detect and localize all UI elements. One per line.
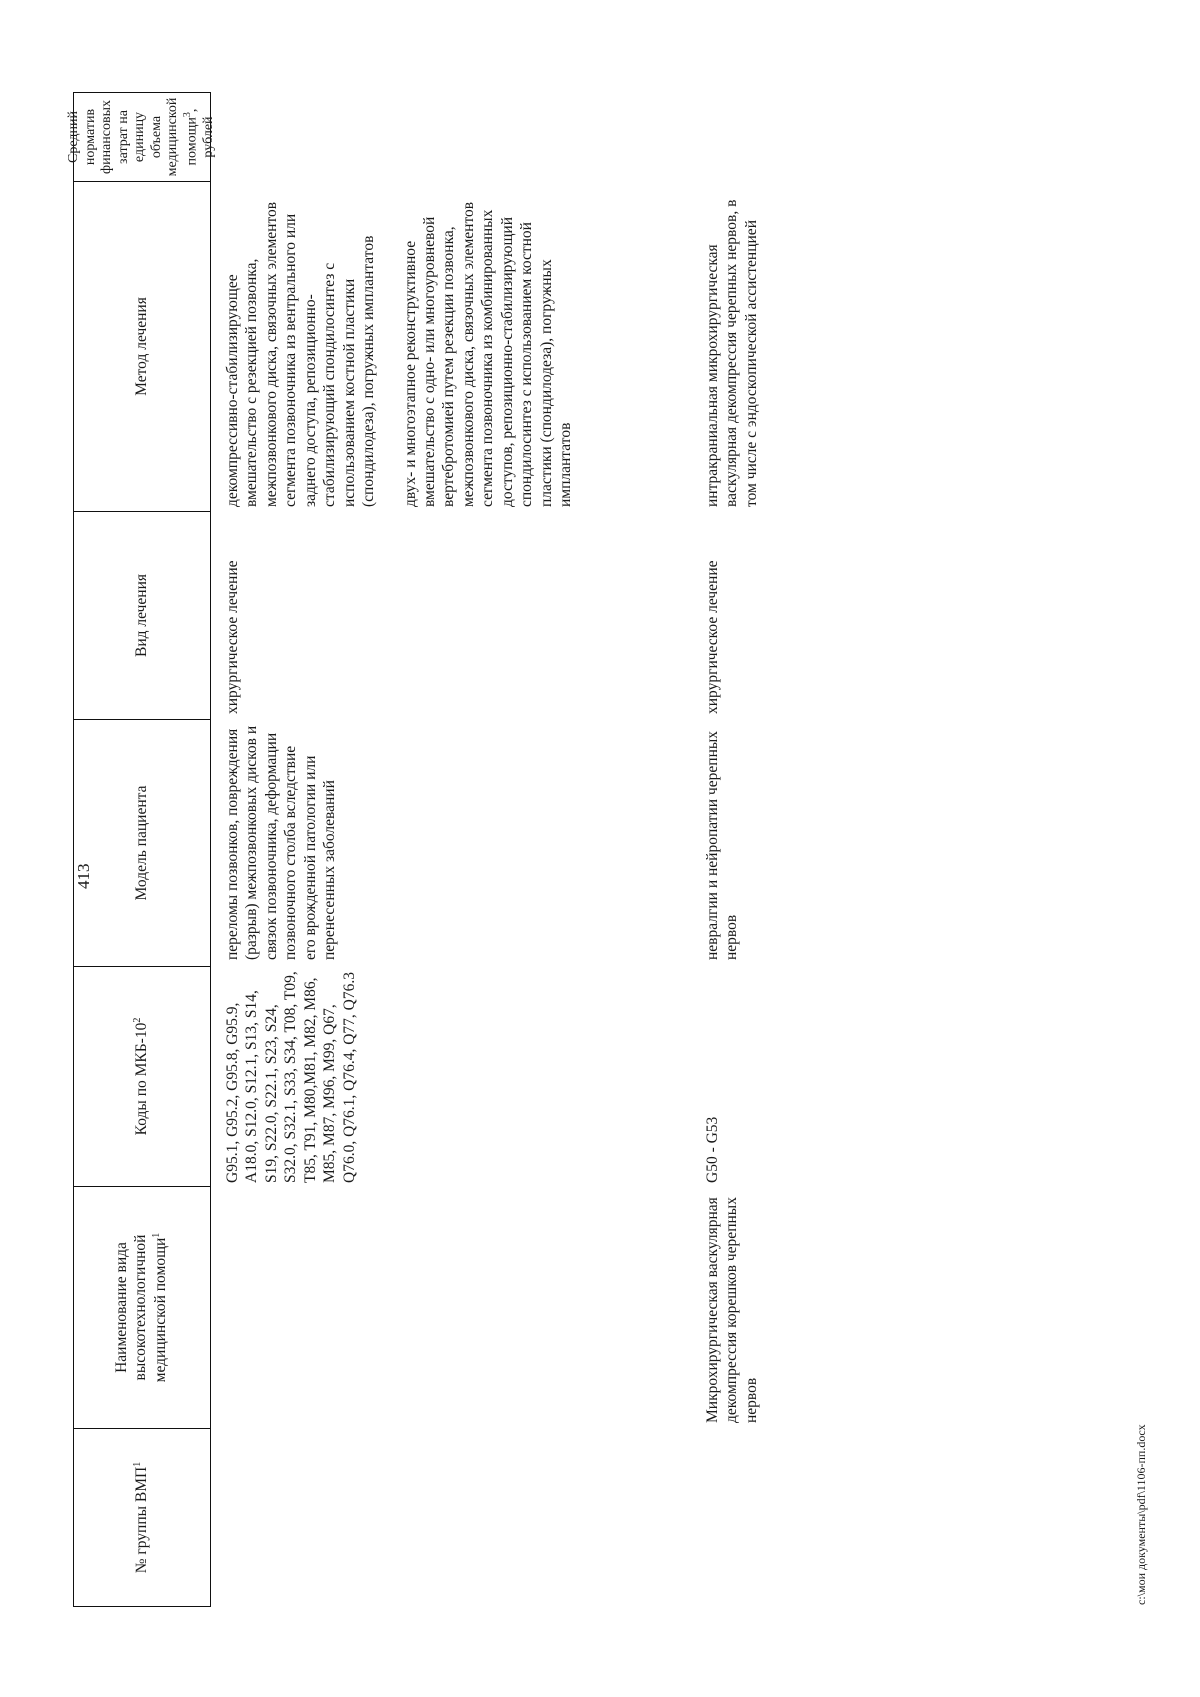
file-path-footer: c:\мои документы\pdf\1106-пп.docx: [1134, 1424, 1148, 1605]
table-header-row: [66, 92, 217, 1607]
cell-patient-model: невралгии и нейропатии черепных нервов: [704, 730, 741, 960]
page-number: 413: [74, 863, 93, 889]
header-treatment-type: Вид лечения: [74, 512, 210, 720]
header-treatment-method: Метод лечения: [74, 182, 210, 512]
cell-treatment-type: хирургическое лечение: [704, 560, 721, 714]
header-care-name: Наименование вида высокотехнологичной медицинской помощи$^1$: [74, 1187, 210, 1429]
treatment-method-option: декомпрессивно-стабилизирующее вмешательство с резекцией позвонка, межпозвонкового диска, связочных элементов сегмента позвоночника из вентрального или заднего доступа, репозиционно-стабилизирующий спондилосинтез с использованием костной пластики (спондилодеза), погружных имплантатов: [224, 201, 378, 507]
cell-patient-model: переломы позвонков, повреждения (разрыв) межпозвонковых дисков и связок позвоночника, деформации позвоночного столба вследствие его врожденной патологии или перенесенных заболеваний: [224, 725, 339, 960]
table-row: [223, 92, 693, 1607]
treatment-method-option: интракраниальная микрохирургическая васкулярная декомпрессия черепных нервов, в том числе с эндоскопической ассистенцией: [704, 199, 760, 507]
cell-icd-codes: G95.1, G95.2, G95.8, G95.9, A18.0, S12.0, S12.1, S13, S14, S19, S22.0, S22.1, S23, S24, S32.0, S32.1, S33, S34, T08, T09, T85, T91, M80,M81, M82, M86, M85, M87, M96, M99, Q67, Q76.0, Q76.1, Q76.4, Q77, Q76.3: [224, 971, 358, 1183]
cell-treatment-type: хирургическое лечение: [224, 560, 241, 714]
header-group-no: № группы ВМП$^1$: [74, 1429, 210, 1607]
treatment-method-option: двух- и многоэтапное реконструктивное вмешательство с одно- или многоуровневой вертебротомией путем резекции позвонка, межпозвонкового диска, связочных элементов сегмента позвоночника из комбинированных доступов, репозиционно-стабилизирующий спондилосинтез с использованием костной пластики (спондилодеза), погружных имплантатов: [401, 201, 574, 507]
cell-care-name: Микрохирургическая васкулярная декомпрессия корешков черепных нервов: [704, 1197, 760, 1423]
header-patient-model: Модель пациента: [74, 720, 210, 967]
table-row: [703, 92, 823, 1607]
header-average-cost: Средний норматив финансовых затрат на единицу объема медицинской помощи$^3$, рублей: [74, 92, 210, 182]
cell-treatment-method: [703, 185, 761, 507]
medical-care-table: [66, 92, 1113, 1607]
cell-treatment-method: [223, 185, 575, 507]
cell-icd-codes: G50 - G53: [704, 1116, 721, 1183]
header-icd-codes: Коды по МКБ-$10^2$: [74, 967, 210, 1187]
